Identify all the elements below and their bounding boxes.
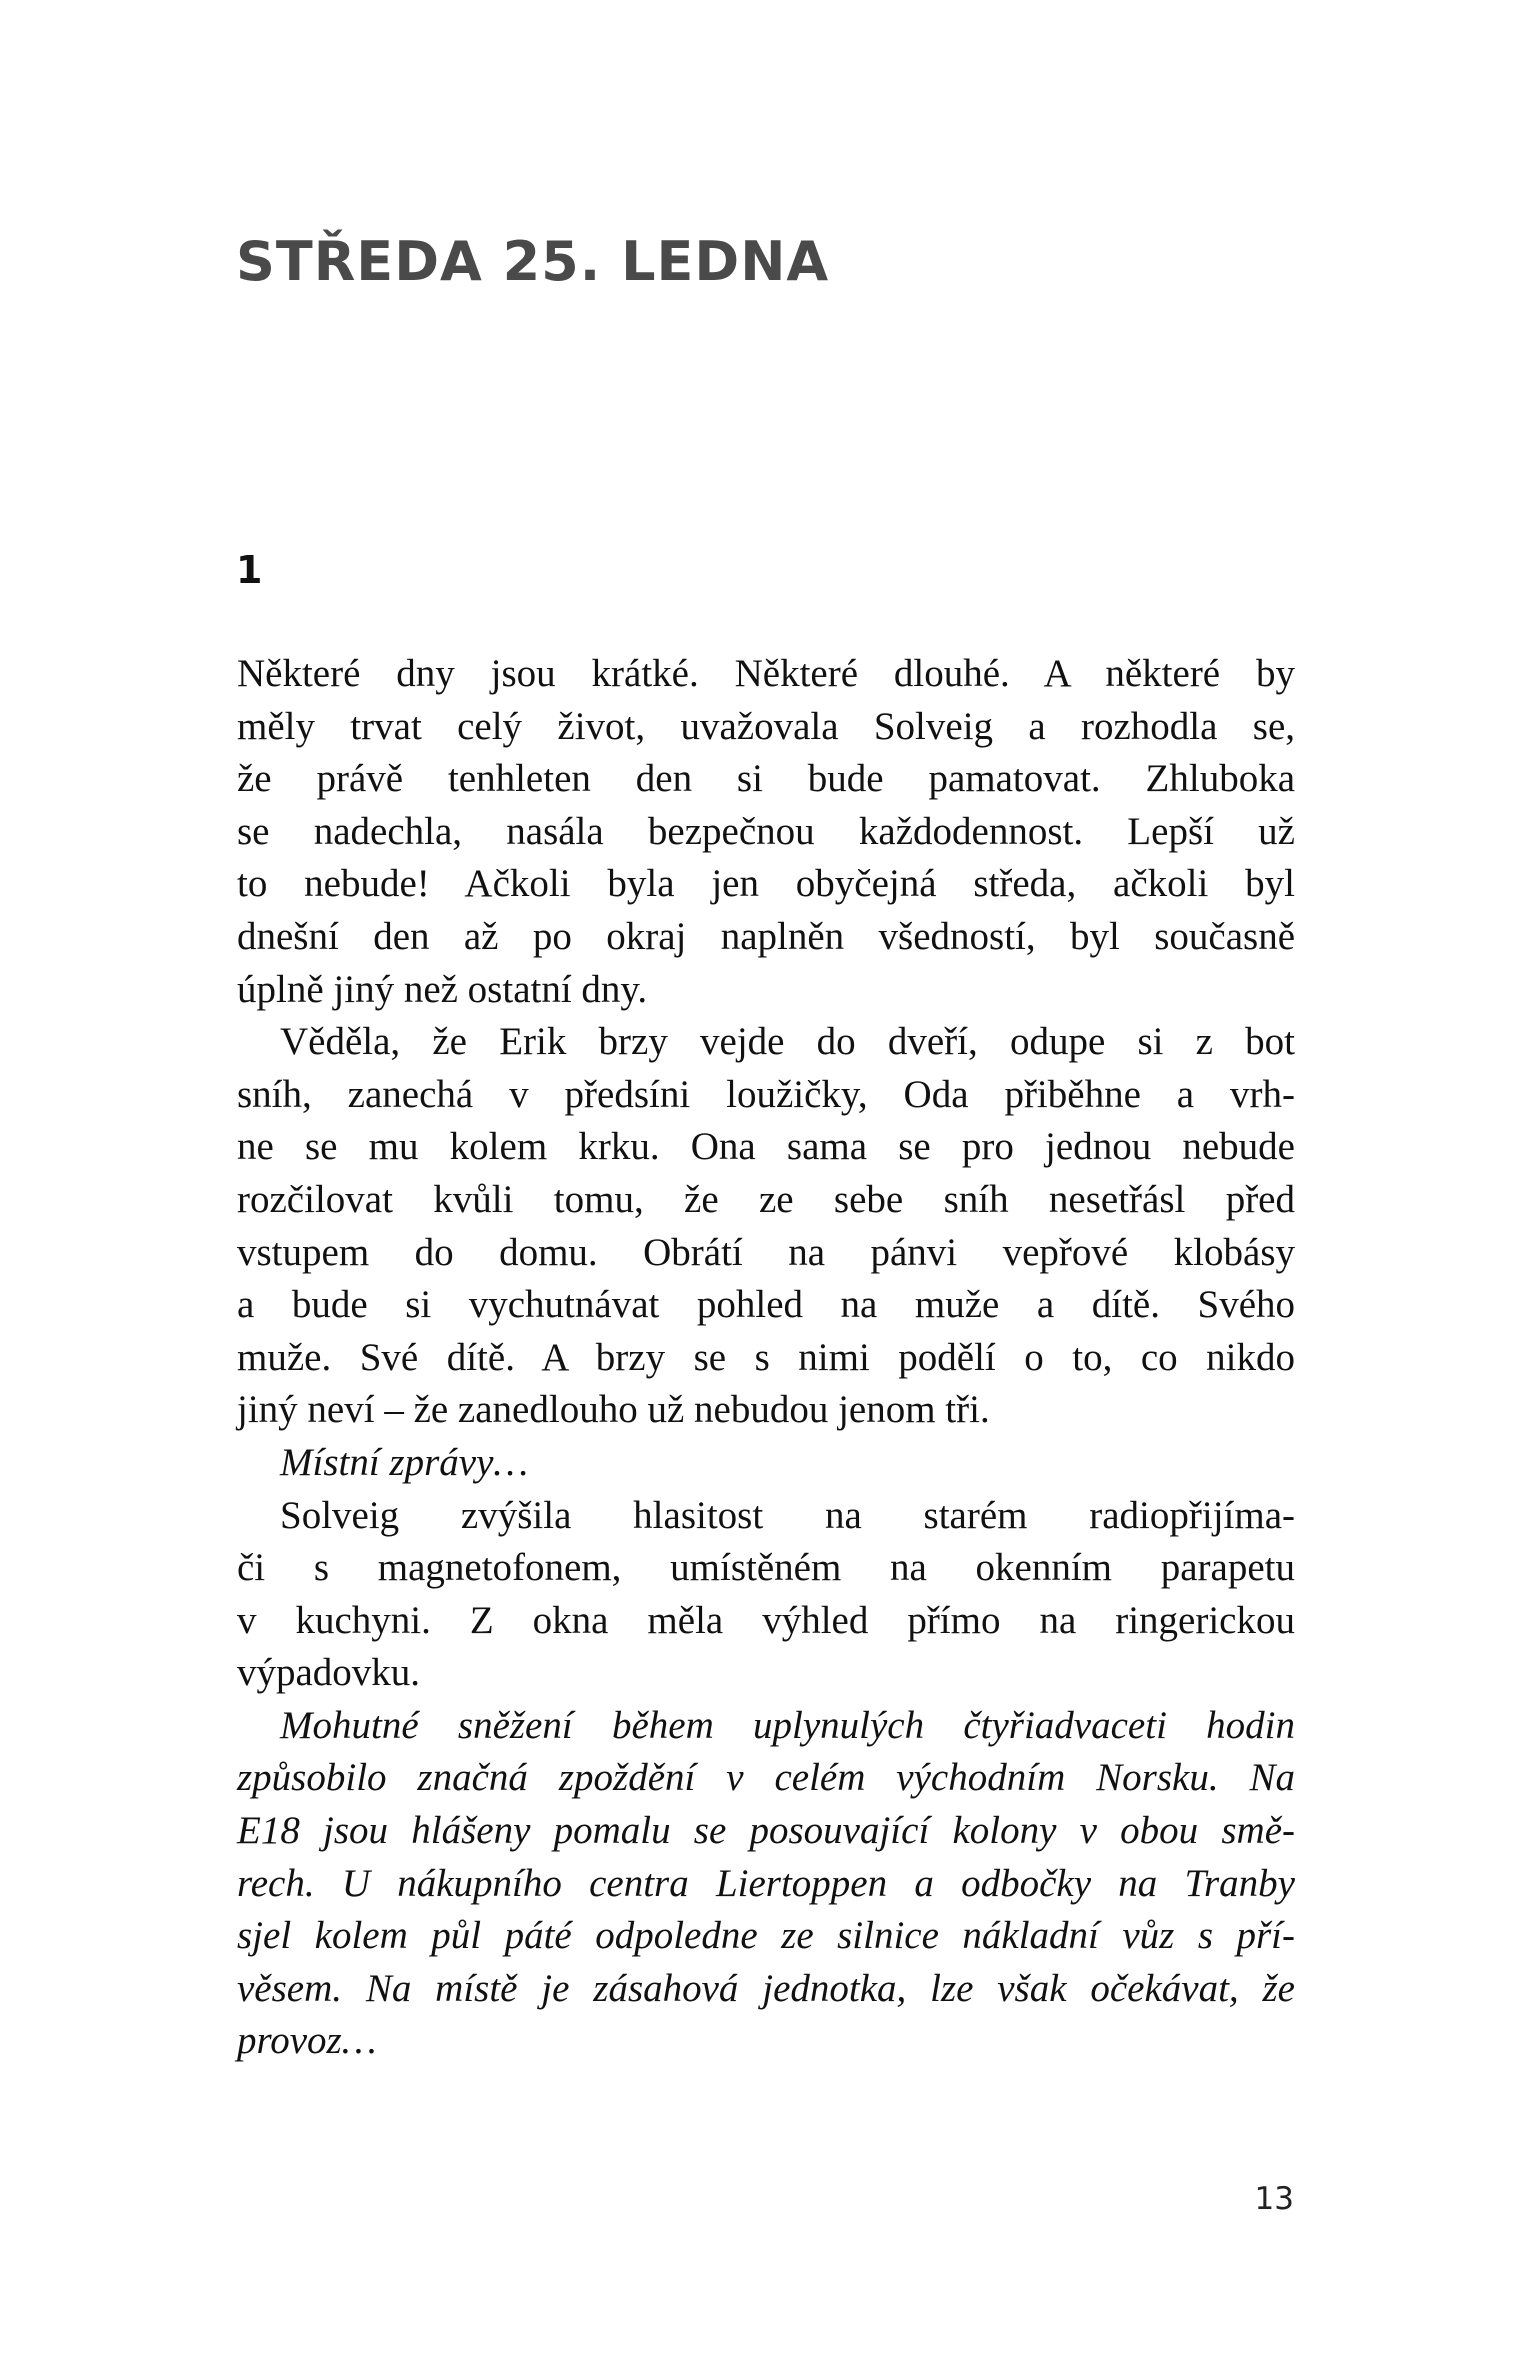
text-line: věsem. Na místě je zásahová jednotka, lze však očekávat, že [237,1966,1295,2010]
text-line: jiný neví – že zanedlouho už nebudou jenom tři. [237,1388,990,1432]
text-line: E18 jsou hlášeny pomalu se posouvající kolony v obou smě- [237,1809,1295,1853]
text-line: rech. U nákupního centra Liertoppen a odbočky na Tranby [237,1861,1295,1905]
text-line: dnešní den až po okraj naplněn všedností, byl současně [237,914,1295,958]
text-line: Mohutné sněžení během uplynulých čtyřiadvaceti hodin [280,1703,1295,1747]
text-line: a bude si vychutnávat pohled na muže a dítě. Svého [237,1283,1295,1327]
paragraph-3-radio-intro [237,1437,1295,1490]
text-line: Některé dny jsou krátké. Některé dlouhé. A některé by [237,652,1295,695]
paragraph-5-radio-news [237,1700,1295,2068]
text-line: Solveig zvýšila hlasitost na starém radiopřijíma- [280,1493,1295,1537]
chapter-body [237,648,1295,2068]
text-line: rozčilovat kvůli tomu, že ze sebe sníh nesetřásl před [237,1177,1295,1221]
page-number: 13 [1254,2181,1294,2217]
text-line: způsobilo značná zpoždění v celém východním Norsku. Na [237,1756,1295,1800]
text-line: muže. Své dítě. A brzy se s nimi podělí o to, co nikdo [237,1335,1295,1379]
chapter-number: 1 [236,548,263,592]
text-line: to nebude! Ačkoli byla jen obyčejná středa, ačkoli byl [237,862,1295,906]
paragraph-4 [237,1490,1295,1700]
text-line: ne se mu kolem krku. Ona sama se pro jednou nebude [237,1125,1295,1169]
text-line: provoz… [237,2019,377,2063]
text-line: že právě tenhleten den si bude pamatovat. Zhluboka [237,757,1295,801]
text-line: výpadovku. [237,1651,421,1695]
paragraph-2 [237,1016,1295,1437]
text-line: měly trvat celý život, uvažovala Solveig a rozhodla se, [237,704,1295,748]
text-line: v kuchyni. Z okna měla výhled přímo na ringerickou [237,1598,1295,1642]
text-line: Věděla, že Erik brzy vejde do dveří, odupe si z bot [280,1020,1295,1064]
text-line: sníh, zanechá v předsíni loužičky, Oda přiběhne a vrh- [237,1072,1295,1116]
text-line: či s magnetofonem, umístěném na okenním parapetu [237,1546,1295,1590]
text-line: sjel kolem půl páté odpoledne ze silnice nákladní vůz s pří- [237,1914,1295,1958]
text-line: Místní zprávy… [280,1440,529,1484]
text-line: se nadechla, nasála bezpečnou každodennost. Lepší už [237,809,1295,853]
text-line: úplně jiný než ostatní dny. [237,967,648,1011]
text-line: vstupem do domu. Obrátí na pánvi vepřové klobásy [237,1230,1295,1274]
day-heading: STŘEDA 25. LEDNA [236,230,830,293]
paragraph-1 [237,648,1295,1016]
